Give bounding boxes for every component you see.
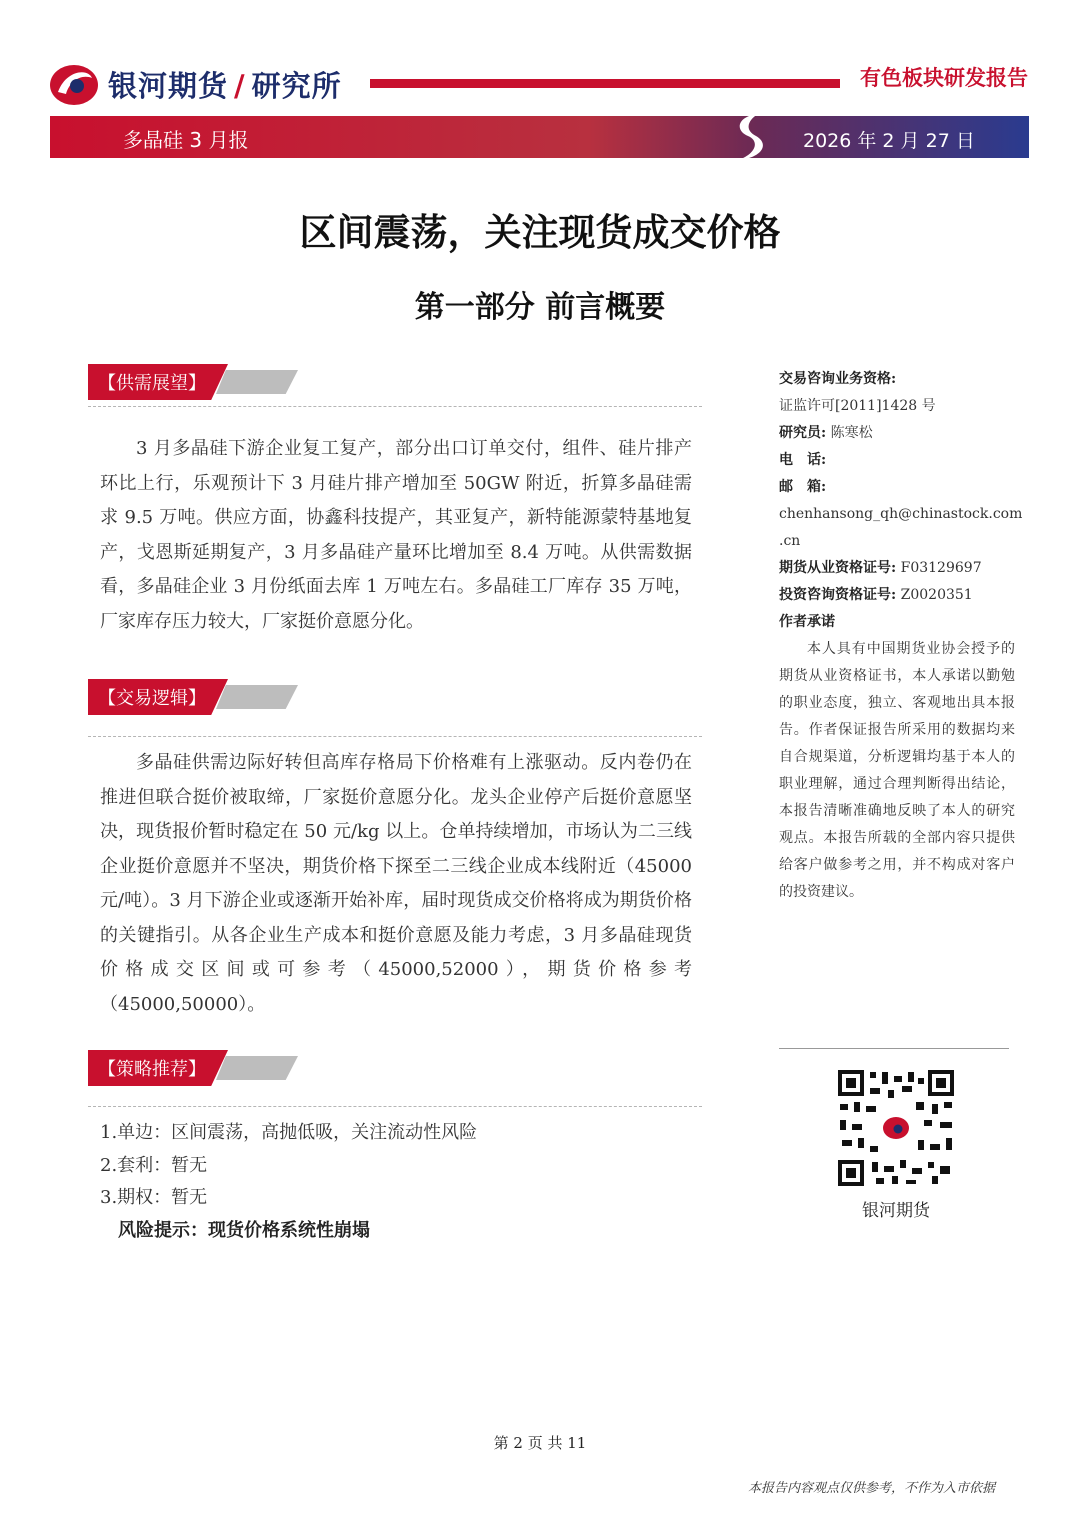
divider <box>779 1048 1009 1049</box>
phone-label: 电 话: <box>779 452 827 468</box>
banner-date: 2026 年 2 月 27 日 <box>803 130 975 152</box>
banner-report-name: 多晶硅 3 月报 <box>123 128 249 152</box>
header-red-bar <box>370 79 840 88</box>
email-value-cont: .cn <box>779 533 801 549</box>
qualification-label: 交易咨询业务资格: <box>779 371 897 387</box>
logic-paragraph: 多晶硅供需边际好转但高库存格局下价格难有上涨驱动。反内卷仍在推进但联合挺价被取缔，厂家挺价意愿分化。龙头企业停产后挺价意愿坚决，现货报价暂时稳定在 50 元/kg 以上。仓单持续增加，市场认为二三线企业挺价意愿并不坚决，期货价格下探至二三线企业成本线附近（45000 元/吨）。3 月下游企业或逐渐开始补库，届时现货成交价格将成为期货价格的关键指引。从各企业生产成本和挺价意愿及能力考虑，3 月多晶硅现货价格成交区间或可参考（45000,52000），期货价格参考（45000,50000）。 <box>100 752 692 1015</box>
divider <box>88 736 702 737</box>
list-item: 3.期权：暂无 <box>100 1187 208 1208</box>
supply-paragraph: 3 月多晶硅下游企业复工复产，部分出口订单交付，组件、硅片排产环比上行，乐观预计下 3 月硅片排产增加至 50GW 附近，折算多晶硅需求 9.5 万吨。供应方面，协鑫科技提产，其亚复产，新特能源蒙特基地复产，戈恩斯延期复产，3 月多晶硅产量环比增加至 8.4 万吨。从供需数据看，多晶硅企业 3 月份纸面去库 1 万吨左右。多晶硅工厂库存 35 万吨，厂家库存压力较大，厂家挺价意愿分化。 <box>100 438 692 632</box>
qr-code-icon[interactable] <box>836 1068 956 1188</box>
page-number: 第 2 页 共 11 <box>493 1434 587 1452</box>
qr-label: 银河期货 <box>862 1201 930 1221</box>
brand-name: 银河期货 / 研究所 <box>108 69 342 103</box>
invest-cert: Z0020351 <box>900 587 973 603</box>
galaxy-logo-icon <box>48 62 100 108</box>
strategy-list <box>100 1117 477 1215</box>
researcher-label: 研究员: <box>779 425 827 441</box>
banner-s-icon <box>728 110 772 164</box>
page-title: 区间震荡，关注现货成交价格 <box>299 211 781 254</box>
researcher-name: 陈寒松 <box>830 425 873 441</box>
email-label: 邮 箱: <box>779 479 827 495</box>
list-item: 2.套利：暂无 <box>100 1154 208 1176</box>
pledge-title: 作者承诺 <box>779 614 835 630</box>
author-info <box>779 366 1023 906</box>
invest-cert-label: 投资咨询资格证号: <box>779 587 897 603</box>
qualification-value: 证监许可[2011]1428 号 <box>779 398 936 414</box>
pledge-text: 本人具有中国期货业协会授予的期货从业资格证书，本人承诺以勤勉的职业态度，独立、客观地出具本报告。作者保证报告所采用的数据均来自合规渠道，分析逻辑均基于本人的职业理解，通过合理判断得出结论，本报告清晰准确地反映了本人的研究观点。本报告所载的全部内容只提供给客户做参考之用，并不构成对客户的投资建议。 <box>779 641 1015 900</box>
disclaimer: 本报告内容观点仅供参考，不作为入市依据 <box>748 1481 996 1496</box>
divider <box>88 1106 702 1107</box>
futures-cert: F03129697 <box>900 560 982 576</box>
section-title: 第一部分 前言概要 <box>414 290 666 325</box>
tag-supply: 【供需展望】 <box>88 364 288 400</box>
divider <box>88 406 702 407</box>
futures-cert-label: 期货从业资格证号: <box>779 560 897 576</box>
report-type: 有色板块研发报告 <box>860 66 1028 90</box>
tag-logic: 【交易逻辑】 <box>88 679 288 715</box>
tag-strategy: 【策略推荐】 <box>88 1050 288 1086</box>
list-item: 1.单边：区间震荡，高抛低吸，关注流动性风险 <box>100 1122 478 1143</box>
risk-warning: 风险提示：现货价格系统性崩塌 <box>118 1220 370 1241</box>
email-value: chenhansong_qh@chinastock.com <box>779 506 1023 522</box>
